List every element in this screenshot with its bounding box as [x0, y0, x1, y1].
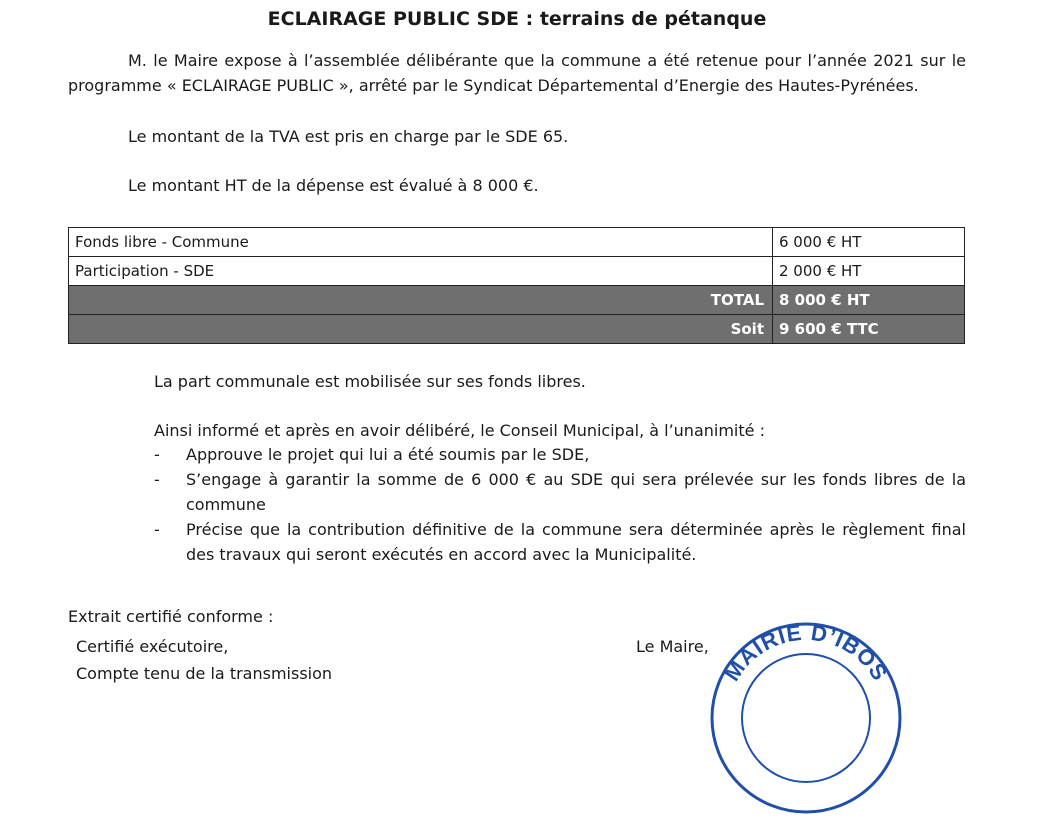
- compte-tenu-label: Compte tenu de la transmission: [76, 664, 333, 683]
- list-item: [154, 517, 966, 567]
- document-title: ECLAIRAGE PUBLIC SDE : terrains de pétanque: [267, 8, 767, 30]
- deliberation-paragraph: Ainsi informé et après en avoir délibéré, le Conseil Municipal, à l’unanimité :: [154, 421, 765, 440]
- part-communale-paragraph: La part communale est mobilisée sur ses fonds libres.: [154, 372, 586, 391]
- svg-text:MAIRIE D’IBOS: MAIRIE D’IBOS: [719, 619, 893, 686]
- ttc-amount: 9 600 € TTC: [773, 315, 965, 344]
- bullet-dash: -: [154, 470, 160, 489]
- list-item: [154, 442, 966, 467]
- decision-text: Approuve le projet qui lui a été soumis par le SDE,: [186, 445, 590, 464]
- decision-text: Précise que la contribution définitive de la commune sera déterminée après le règlement final des travaux qui seront exécutés en accord avec la Municipalité.: [186, 520, 966, 564]
- list-item: [154, 467, 966, 517]
- row-amount: 6 000 € HT: [773, 228, 965, 257]
- maire-label: Le Maire,: [636, 637, 709, 656]
- total-amount: 8 000 € HT: [773, 286, 965, 315]
- tva-paragraph: Le montant de la TVA est pris en charge par le SDE 65.: [128, 127, 569, 146]
- table-row: [69, 257, 965, 286]
- mairie-seal-stamp: [706, 618, 906, 818]
- intro-paragraph: M. le Maire expose à l’assemblée délibérante que la commune a été retenue pour l’année 2021 sur le programme « ECLAIRAGE PUBLIC », arrêté par le Syndicat Départemental d’Energie des Hautes-Pyrénées.: [68, 51, 966, 95]
- extrait-label: Extrait certifié conforme :: [68, 607, 274, 626]
- ttc-row: [69, 315, 965, 344]
- financing-table: [68, 227, 965, 344]
- bullet-dash: -: [154, 445, 160, 464]
- total-label: TOTAL: [69, 286, 773, 315]
- ttc-label: Soit: [69, 315, 773, 344]
- table-row: [69, 228, 965, 257]
- bullet-dash: -: [154, 520, 160, 539]
- row-label: Fonds libre - Commune: [69, 228, 773, 257]
- total-row: [69, 286, 965, 315]
- decision-text: S’engage à garantir la somme de 6 000 € au SDE qui sera prélevée sur les fonds libres de la commune: [186, 470, 966, 514]
- certifie-label: Certifié exécutoire,: [76, 637, 229, 656]
- row-label: Participation - SDE: [69, 257, 773, 286]
- montant-ht-paragraph: Le montant HT de la dépense est évalué à 8 000 €.: [128, 176, 539, 195]
- decision-list: [154, 442, 966, 567]
- row-amount: 2 000 € HT: [773, 257, 965, 286]
